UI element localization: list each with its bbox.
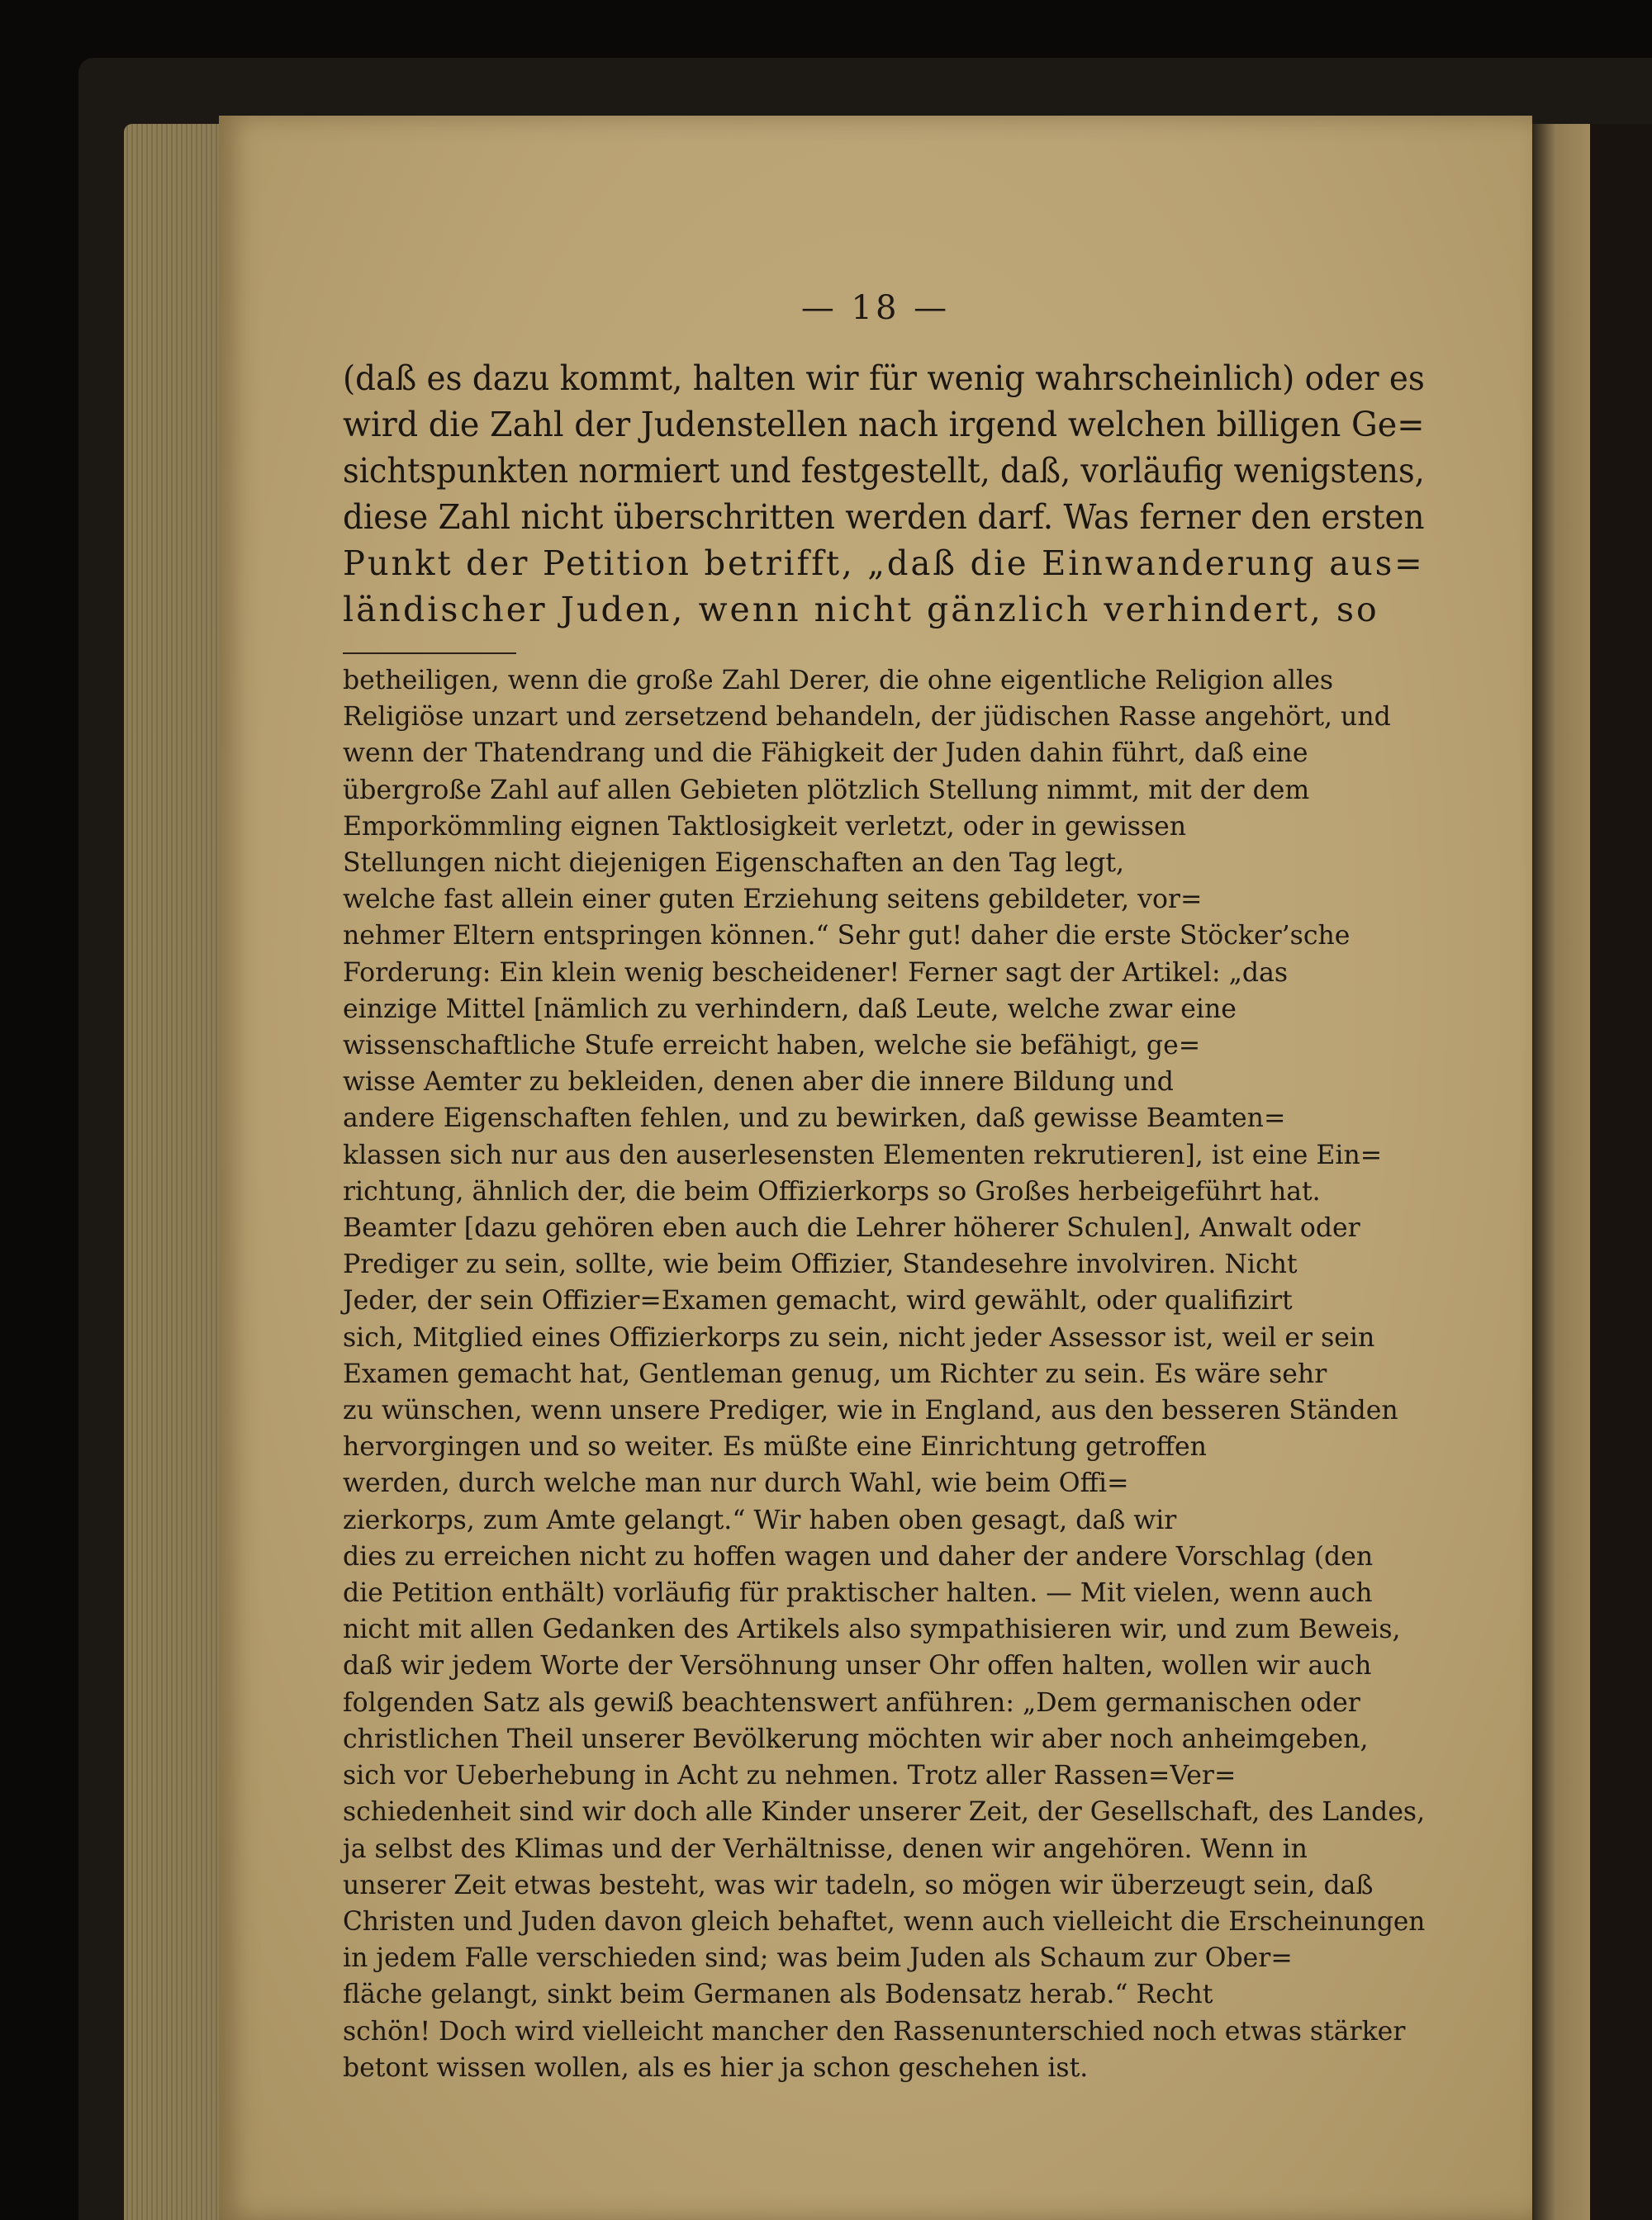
footnote-line: sich, Mitglied eines Offizierkorps zu sein, nicht jeder Assessor ist, weil er sein bbox=[343, 1322, 1375, 1353]
footnote-line: andere Eigenschaften fehlen, und zu bewirken, daß gewisse Beamten= bbox=[343, 1103, 1286, 1134]
next-page-edge bbox=[1532, 124, 1590, 2220]
footnote-line: einzige Mittel [nämlich zu verhindern, daß Leute, welche zwar eine bbox=[343, 994, 1237, 1024]
footnote-line: Emporkömmling eignen Taktlosigkeit verletzt, oder in gewissen bbox=[343, 811, 1187, 842]
footnote-line: wenn der Thatendrang und die Fähigkeit der Juden dahin führt, daß eine bbox=[343, 738, 1308, 769]
footnote-line: zu wünschen, wenn unsere Prediger, wie in England, aus den besseren Ständen bbox=[343, 1396, 1398, 1426]
main-line: wird die Zahl der Judenstellen nach irgend welchen billigen Ge= bbox=[343, 405, 1425, 444]
footnote-line: betont wissen wollen, als es hier ja schon geschehen ist. bbox=[343, 2052, 1089, 2083]
main-line: diese Zahl nicht überschritten werden darf. Was ferner den ersten bbox=[343, 497, 1425, 537]
footnote-rule bbox=[343, 652, 516, 654]
footnote-line: daß wir jedem Worte der Versöhnung unser Ohr offen halten, wollen wir auch bbox=[343, 1651, 1372, 1682]
footnote-line: folgenden Satz als gewiß beachtenswert anführen: „Dem germanischen oder bbox=[343, 1687, 1360, 1718]
footnote-line: übergroße Zahl auf allen Gebieten plötzlich Stellung nimmt, mit der dem bbox=[343, 775, 1310, 805]
footnote-line: fläche gelangt, sinkt beim Germanen als Bodensatz herab.“ Recht bbox=[343, 1980, 1213, 2010]
footnote-line: Stellungen nicht diejenigen Eigenschaften an den Tag legt, bbox=[343, 848, 1124, 879]
footnote-line: wisse Aemter zu bekleiden, denen aber die innere Bildung und bbox=[343, 1067, 1174, 1098]
footnote-line: sich vor Ueberhebung in Acht zu nehmen. Trotz aller Rassen=Ver= bbox=[343, 1761, 1237, 1791]
footnote-line: richtung, ähnlich der, die beim Offizierkorps so Großes herbeigeführt hat. bbox=[343, 1176, 1321, 1207]
main-line: sichtspunkten normiert und festgestellt, daß, vorläufig wenigstens, bbox=[343, 451, 1425, 491]
footnote-line: klassen sich nur aus den auserlesensten Elementen rekrutieren], ist eine Ein= bbox=[343, 1140, 1383, 1170]
footnote-line: welche fast allein einer guten Erziehung seitens gebildeter, vor= bbox=[343, 885, 1203, 915]
footnote-line: unserer Zeit etwas besteht, was wir tadeln, so mögen wir überzeugt sein, daß bbox=[343, 1870, 1374, 1900]
footnote-line: werden, durch welche man nur durch Wahl, wie beim Offi= bbox=[343, 1468, 1129, 1499]
footnote-line: zierkorps, zum Amte gelangt.“ Wir haben oben gesagt, daß wir bbox=[343, 1505, 1177, 1535]
main-line: (daß es dazu kommt, halten wir für wenig wahrscheinlich) oder es bbox=[343, 358, 1425, 398]
footnote-line: ja selbst des Klimas und der Verhältnisse, denen wir angehören. Wenn in bbox=[343, 1833, 1308, 1864]
footnote-line: Examen gemacht hat, Gentleman genug, um Richter zu sein. Es wäre sehr bbox=[343, 1359, 1327, 1389]
footnote-line: betheiligen, wenn die große Zahl Derer, die ohne eigentliche Religion alles bbox=[343, 666, 1333, 695]
footnote-line: in jedem Falle verschieden sind; was beim Juden als Schaum zur Ober= bbox=[343, 1943, 1293, 1974]
footnote-line: Prediger zu sein, sollte, wie beim Offizier, Standesehre involviren. Nicht bbox=[343, 1250, 1298, 1280]
footnote-line: Beamter [dazu gehören eben auch die Lehrer höherer Schulen], Anwalt oder bbox=[343, 1213, 1360, 1244]
book-page bbox=[219, 116, 1532, 2220]
footnote-line: christlichen Theil unserer Bevölkerung möchten wir aber noch anheimgeben, bbox=[343, 1724, 1369, 1754]
main-text bbox=[343, 355, 1425, 633]
footnote-line: nehmer Eltern entspringen können.“ Sehr gut! daher die erste Stöcker’sche bbox=[343, 921, 1351, 951]
footnote-line: Forderung: Ein klein wenig bescheidener! Ferner sagt der Artikel: „das bbox=[343, 957, 1289, 988]
footnote-line: Jeder, der sein Offizier=Examen gemacht, wird gewählt, oder qualifizirt bbox=[343, 1286, 1293, 1316]
footnote-text bbox=[343, 662, 1425, 2086]
footnote-line: Christen und Juden davon gleich behaftet, wenn auch vielleicht die Erscheinungen bbox=[343, 1906, 1426, 1937]
footnote-line: hervorgingen und so weiter. Es müßte eine Einrichtung getroffen bbox=[343, 1432, 1207, 1463]
page-number: — 18 — bbox=[800, 289, 951, 327]
footnote-line: nicht mit allen Gedanken des Artikels also sympathisieren wir, und zum Beweis, bbox=[343, 1615, 1401, 1645]
main-line: ländischer Juden, wenn nicht gänzlich verhindert, so bbox=[343, 590, 1379, 629]
footnote-line: die Petition enthält) vorläufig für praktischer halten. — Mit vielen, wenn auch bbox=[343, 1578, 1373, 1609]
footnote-line: schön! Doch wird vielleicht mancher den Rassenunterschied noch etwas stärker bbox=[343, 2016, 1406, 2047]
footnote-line: Religiöse unzart und zersetzend behandeln, der jüdischen Rasse angehört, und bbox=[343, 702, 1391, 733]
footnote-line: wissenschaftliche Stufe erreicht haben, welche sie befähigt, ge= bbox=[343, 1031, 1201, 1061]
background bbox=[1590, 124, 1652, 2220]
footnote-line: dies zu erreichen nicht zu hoffen wagen und daher der andere Vorschlag (den bbox=[343, 1541, 1374, 1572]
main-line: Punkt der Petition betrifft, „daß die Einwanderung aus= bbox=[343, 543, 1425, 583]
footnote-line: schiedenheit sind wir doch alle Kinder unserer Zeit, der Gesellschaft, des Landes, bbox=[343, 1797, 1426, 1828]
